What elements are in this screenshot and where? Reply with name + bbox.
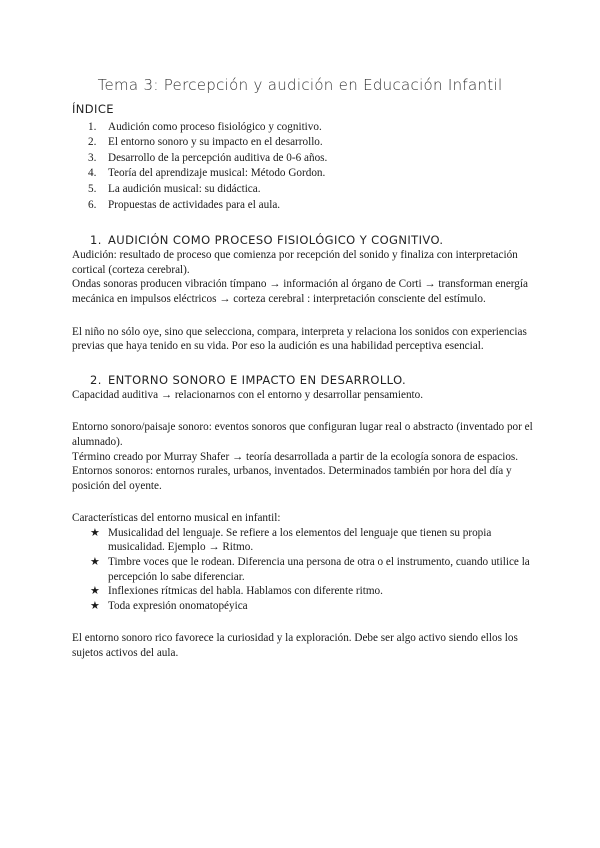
star-icon: ★ [90,598,100,612]
document-title: Tema 3: Percepción y audición en Educación Infantil [97,76,503,94]
section-2-paragraph: Entorno sonoro/paisaje sonoro: eventos sonoros que configuran lugar real o abstracto (inventado por el alumnado). [72,421,533,448]
index-item: 6. Propuestas de actividades para el aula. [88,198,281,211]
index-item: 3. Desarrollo de la percepción auditiva de 0-6 años. [88,151,328,164]
section-1-paragraph: El niño no sólo oye, sino que selecciona, compara, interpreta y relaciona los sonidos con experiencias previas que haya tenido en su vida. Por eso la audición es una habilidad perceptiva esencial. [72,325,527,353]
section-1-heading: 1. AUDICIÓN COMO PROCESO FISIOLÓGICO Y COGNITIVO. [90,233,444,248]
section-2-paragraph: Capacidad auditiva → relacionarnos con el entorno y desarrollar pensamiento. [72,388,424,401]
characteristics-list [72,526,542,614]
list-item: ★ Inflexiones rítmicas del habla. Hablamos con diferente ritmo. [90,584,383,598]
section-2-paragraph: El entorno sonoro rico favorece la curiosidad y la exploración. Debe ser algo activo siendo ellos los sujetos activos del aula. [72,632,518,660]
index-item: 1. Audición como proceso fisiológico y cognitivo. [88,120,322,133]
list-item: ★ Musicalidad del lenguaje. Se refiere a los elementos del lenguaje que tienen su propia musicalidad. Ejemplo → Ritmo. [90,525,492,554]
list-item: ★ Timbre voces que le rodean. Diferencia una persona de otra o el instrumento, cuando utilice la percepción lo sabe diferenciar. [90,555,530,583]
index-item: 2. El entorno sonoro y su impacto en el desarrollo. [88,136,323,149]
index-list [72,120,542,214]
index-heading: ÍNDICE [72,102,114,116]
section-2-paragraph: Término creado por Murray Shafer → teoría desarrollada a partir de la ecología sonora de espacios. Entornos sonoros: entornos rurales, urbanos, inventados. Determinados también por hora del día y posición del oyente. [72,450,519,492]
section-2-list-intro: Características del entorno musical en infantil: [72,512,281,525]
section-1-paragraph: Ondas sonoras producen vibración tímpano → información al órgano de Corti → transforman energía mecánica en impulsos eléctricos → corteza cerebral : interpretación consciente del estímulo. [72,278,528,305]
document-body [72,102,542,661]
star-icon: ★ [90,584,100,598]
star-icon: ★ [90,555,100,569]
index-item: 5. La audición musical: su didáctica. [88,182,261,195]
index-item: 4. Teoría del aprendizaje musical: Método Gordon. [88,167,326,180]
section-2-heading: 2. ENTORNO SONORO E IMPACTO EN DESARROLLO. [90,372,407,387]
section-1-paragraph: Audición: resultado de proceso que comienza por recepción del sonido y finaliza con interpretación cortical (corteza cerebral). [72,249,518,276]
list-item: ★ Toda expresión onomatopéyica [90,598,248,612]
star-icon: ★ [90,525,100,539]
